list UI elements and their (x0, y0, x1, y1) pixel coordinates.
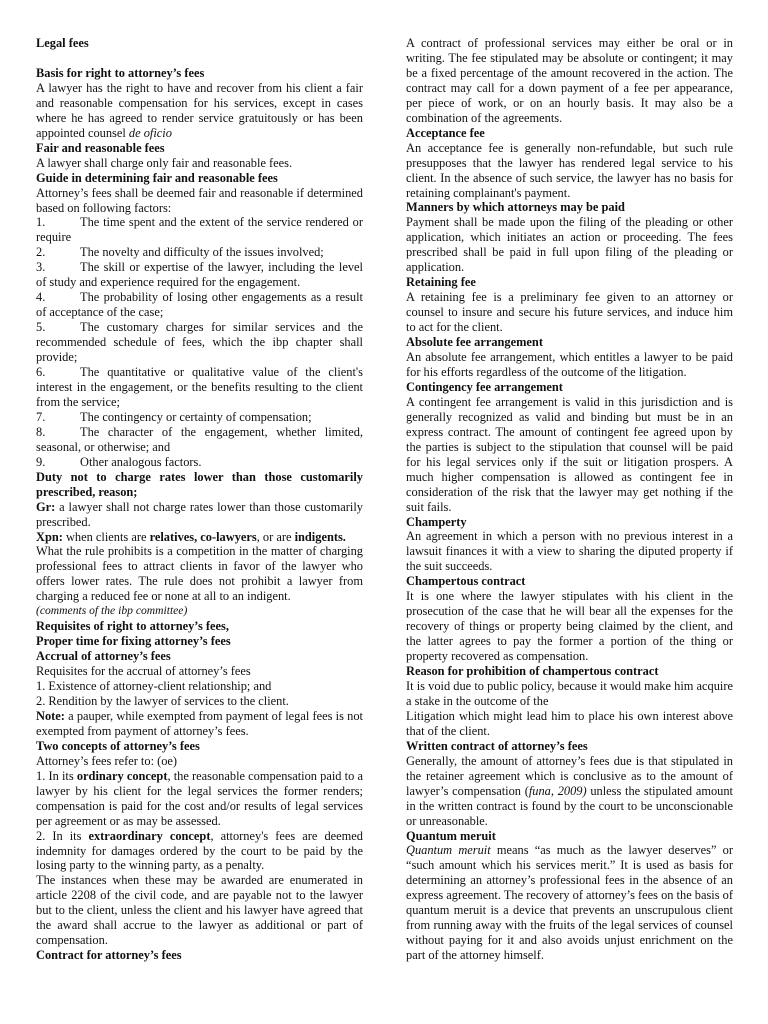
xpn-bold-1: relatives, co-lawyers (149, 529, 257, 544)
factor-number: 7. (36, 409, 46, 424)
written-text (406, 754, 733, 829)
quantum-italic: Quantum meruit (406, 843, 491, 858)
factor-item (36, 425, 363, 455)
factor-item (36, 455, 363, 470)
factor-text: The skill or expertise of the lawyer, including the level of study and experience required for the engagement. (36, 260, 363, 290)
factor-item (36, 290, 363, 320)
champertous-text: It is one where the lawyer stipulates with his client in the prosecution of the case that he will bear all the expenses for the recovery of things or property being claimed by the client, and the latter agrees to pay the former a portion of the thing or property recovered as compensation. (406, 589, 733, 664)
quantum-text (406, 843, 733, 963)
guide-heading: Guide in determining fair and reasonable fees (36, 170, 278, 185)
written-body-2: unless the stipulated amount in the written contract is found by the court to be unconscionable or unreasonable. (406, 783, 733, 828)
right-column (406, 36, 733, 963)
xpn-text (36, 530, 363, 545)
fair-heading: Fair and reasonable fees (36, 140, 165, 155)
reason-text-continued: Litigation which might lead him to place his own interest above that of the client. (406, 708, 733, 738)
acceptance-text: An acceptance fee is generally non-refundable, but such rule presupposes that the lawyer has rendered legal service to his client. In the absence of such service, the lawyer has no basis for retaining complainant's payment. (406, 140, 733, 200)
factor-number: 9. (36, 454, 46, 469)
factor-number: 2. (36, 245, 46, 260)
xpn-label: Xpn: (36, 529, 63, 544)
factor-item (36, 320, 363, 365)
reason-heading: Reason for prohibition of champertous contract (406, 664, 659, 679)
ordinary-bold: ordinary concept (76, 768, 168, 783)
written-body-1: Generally, the amount of attorney’s fees due is that stipulated in the retainer agreement which is conclusive as to the amount of lawyer’s compensation ( (406, 753, 733, 798)
document-title: Legal fees (36, 36, 89, 50)
comments-text: (comments of the ibp committee) (36, 604, 188, 618)
accrual-heading: Accrual of attorney’s fees (36, 649, 171, 664)
factors-list (36, 215, 363, 469)
guide-intro: Attorney’s fees shall be deemed fair and reasonable if determined based on following factors: (36, 185, 363, 215)
extraordinary-concept-text (36, 829, 363, 874)
xpn-bold-2: indigents. (294, 529, 346, 544)
proper-time-heading: Proper time for fixing attorney’s fees (36, 634, 231, 649)
factor-number: 8. (36, 424, 46, 439)
factor-text: The contingency or certainty of compensation; (80, 409, 312, 424)
factor-number: 5. (36, 320, 46, 335)
spacer (36, 51, 363, 66)
accrual-item-1: 1. Existence of attorney-client relationship; and (36, 679, 272, 694)
instances-text: The instances when these may be awarded are enumerated in article 2208 of the civil code, and are payable not to the lawyer but to the client, unless the client and his lawyer have agreed that the award shall accrue to the lawyer as additional or part of compensation. (36, 873, 363, 948)
factor-item (36, 410, 363, 425)
duty-heading: Duty not to charge rates lower than those customarily prescribed, reason; (36, 469, 363, 499)
champerty-heading: Champerty (406, 514, 467, 529)
acceptance-heading: Acceptance fee (406, 125, 485, 140)
factor-item (36, 245, 363, 260)
gr-body: a lawyer shall not charge rates lower than those customarily prescribed. (36, 499, 363, 529)
reason-text: It is void due to public policy, because it would make him acquire a stake in the outcome of the (406, 678, 733, 708)
factor-text: The character of the engagement, whether limited, seasonal, or otherwise; and (36, 424, 363, 454)
contingency-heading: Contingency fee arrangement (406, 379, 563, 394)
note-label: Note: (36, 708, 65, 723)
factor-number: 1. (36, 215, 46, 230)
retaining-heading: Retaining fee (406, 275, 476, 290)
accrual-item-2: 2. Rendition by the lawyer of services to the client. (36, 693, 289, 708)
manners-heading: Manners by which attorneys may be paid (406, 200, 625, 215)
factor-item (36, 365, 363, 410)
contingency-text: A contingent fee arrangement is valid in this jurisdiction and is generally recognized as valid and binding but must be in an express contract. The amount of contingent fee agreed upon by the parties is subject to the stipulation that counsel will be paid for his legal services only if the suit or litigation prospers. A much higher compensation is allowed as contingent fee in consideration of the risk that the lawyer may get nothing if the suit fails. (406, 394, 733, 514)
factor-text: The probability of losing other engagements as a result of acceptance of the case; (36, 290, 363, 320)
basis-text-italic: de oficio (128, 125, 172, 140)
gr-text (36, 500, 363, 530)
basis-text-body: A lawyer has the right to have and recover from his client a fair and reasonable compensation for his services, except in cases where he has agreed to render service gratuitously or has been appointed counsel (36, 80, 363, 140)
two-concepts-heading: Two concepts of attorney’s fees (36, 738, 200, 753)
champertous-heading: Champertous contract (406, 574, 526, 589)
extra-body: , attorney's fees are deemed indemnity for damages ordered by the court to be paid by the losing party to the winning party, as a penalty. (36, 828, 363, 873)
factor-text: Other analogous factors. (80, 454, 202, 469)
basis-text (36, 81, 363, 141)
factor-text: The novelty and difficulty of the issues involved; (80, 245, 324, 260)
ordinary-body: , the reasonable compensation paid to a lawyer by his client for the legal services the former renders; compensation is paid for the cost and/or results of legal services per agreement or as may be assessed. (36, 768, 363, 828)
note-text (36, 709, 363, 739)
ordinary-pre: 1. In its (36, 768, 74, 783)
factor-text: The time spent and the extent of the service rendered or require (36, 215, 363, 245)
xpn-body-1: when clients are (65, 529, 147, 544)
extra-bold: extraordinary concept (88, 828, 211, 843)
manners-text: Payment shall be made upon the filing of the pleading or other application, which initiates an action or proceeding. The fees prescribed shall be paid in full upon filing of the pleading or application. (406, 215, 733, 275)
basis-heading: Basis for right to attorney’s fees (36, 65, 205, 80)
champerty-text: An agreement in which a person with no previous interest in a lawsuit finances it with a view to sharing the diputed property if the suit succeeds. (406, 529, 733, 574)
factor-item (36, 260, 363, 290)
written-citation: funa, 2009) (528, 783, 587, 798)
factor-text: The quantitative or qualitative value of the client's interest in the engagement, or the benefits resulting to the client from the service; (36, 365, 363, 409)
absolute-heading: Absolute fee arrangement (406, 335, 543, 350)
xpn-body-2: , or are (256, 529, 292, 544)
written-heading: Written contract of attorney’s fees (406, 738, 588, 753)
factor-number: 3. (36, 260, 46, 275)
absolute-text: An absolute fee arrangement, which entitles a lawyer to be paid for his efforts regardless of the outcome of the litigation. (406, 350, 733, 379)
fair-text: A lawyer shall charge only fair and reasonable fees. (36, 155, 293, 170)
contract-heading: Contract for attorney’s fees (36, 948, 182, 963)
gr-label: Gr: (36, 499, 56, 514)
factor-number: 4. (36, 290, 46, 305)
left-column (36, 36, 363, 963)
accrual-intro: Requisites for the accrual of attorney’s fees (36, 664, 251, 679)
prohibit-text: What the rule prohibits is a competition in the matter of charging professional fees to attract clients in favor of the lawyer who offers lower rates. The rule does not prohibit a lawyer from charging a reduced fee or none at all to an indigent. (36, 544, 363, 604)
factor-number: 6. (36, 365, 46, 380)
quantum-heading: Quantum meruit (406, 828, 496, 843)
contract-text: A contract of professional services may either be oral or in writing. The fee stipulated may be absolute or contingent; it may be a fixed percentage of the amount recovered in the action. The contract may call for a down payment of a fee per appearance, per piece of work, or on an hourly basis. It may also be a combination of the agreements. (406, 36, 733, 125)
factor-text: The customary charges for similar services and the recommended schedule of fees, which the ibp chapter shall provide; (36, 320, 363, 365)
extra-pre: 2. In its (36, 828, 82, 843)
factor-item (36, 215, 363, 245)
two-concepts-intro: Attorney’s fees refer to: (oe) (36, 753, 178, 768)
retaining-text: A retaining fee is a preliminary fee given to an attorney or counsel to insure and secure his future services, and induce him to act for the client. (406, 290, 733, 335)
ordinary-concept-text (36, 769, 363, 829)
note-body: a pauper, while exempted from payment of legal fees is not exempted from payment of attorney’s fees. (36, 708, 363, 738)
quantum-body: means “as much as the lawyer deserves” or “such amount which his services merit.” It is used as basis for determining an attorney’s professional fees in the absence of an express agreement. The recovery of attorney’s fees on the basis of quantum meruit is a device that prevents an unscrupulous client from running away with the fruits of the legal services of counsel without paying for it and also avoids unjust enrichment on the part of the attorney himself. (406, 843, 733, 963)
requisites-heading: Requisites of right to attorney’s fees, (36, 619, 229, 634)
